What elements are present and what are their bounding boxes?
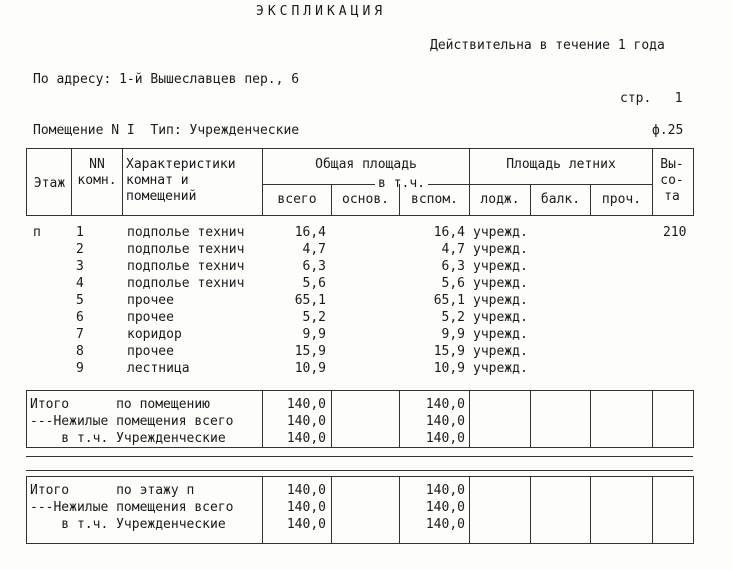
row-type: учрежд. <box>473 327 528 342</box>
col-description: Характеристики комнат и помещений <box>126 157 236 204</box>
totals-all: 140,0 <box>286 397 326 412</box>
row-area-aux: 9,9 <box>441 327 465 342</box>
totals-aux: 140,0 <box>425 431 465 446</box>
col-height: Вы- со- та <box>660 157 684 204</box>
row-number: 2 <box>76 242 84 257</box>
row-description: подполье технич <box>127 259 245 274</box>
col-balcony: балк. <box>540 192 581 207</box>
row-description: прочее <box>127 344 174 359</box>
row-area-aux: 10,9 <box>433 361 465 376</box>
col-room-number: NN комн. <box>77 157 117 188</box>
row-area-all: 65,1 <box>294 293 326 308</box>
totals-aux: 140,0 <box>425 500 465 515</box>
row-area-all: 4,7 <box>302 242 326 257</box>
row-area-all: 5,2 <box>302 310 326 325</box>
totals-all: 140,0 <box>286 517 326 532</box>
totals-label: ---Нежилые помещения всего <box>30 500 234 515</box>
validity-note: Действительна в течение 1 года <box>430 38 665 53</box>
totals-all: 140,0 <box>286 500 326 515</box>
row-description: коридор <box>127 327 182 342</box>
row-number: 3 <box>76 259 84 274</box>
row-area-all: 15,9 <box>294 344 326 359</box>
totals-aux: 140,0 <box>425 483 465 498</box>
row-description: прочее <box>127 293 174 308</box>
row-number: 8 <box>76 344 84 359</box>
row-type: учрежд. <box>473 344 528 359</box>
row-number: 7 <box>76 327 84 342</box>
row-area-all: 9,9 <box>302 327 326 342</box>
col-summer-area: Площадь летних <box>506 157 616 172</box>
col-other: проч. <box>601 192 642 207</box>
row-area-all: 5,6 <box>302 276 326 291</box>
row-type: учрежд. <box>473 225 528 240</box>
row-area-all: 10,9 <box>294 361 326 376</box>
address-line: По адресу: 1-й Вышеславцев пер., 6 <box>33 72 300 87</box>
totals-label: Итого по этажу п <box>30 483 195 498</box>
col-incl: в т.ч. <box>378 176 425 191</box>
totals-all: 140,0 <box>286 483 326 498</box>
totals-label: ---Нежилые помещения всего <box>30 414 234 429</box>
document-title: ЭКСПЛИКАЦИЯ <box>256 4 387 19</box>
totals-aux: 140,0 <box>425 397 465 412</box>
totals-label: в т.ч. Учрежденческие <box>30 517 226 532</box>
row-area-aux: 15,9 <box>433 344 465 359</box>
row-number: 1 <box>76 225 84 240</box>
row-area-aux: 6,3 <box>441 259 465 274</box>
row-number: 5 <box>76 293 84 308</box>
row-area-aux: 4,7 <box>441 242 465 257</box>
row-type: учрежд. <box>473 276 528 291</box>
row-number: 6 <box>76 310 84 325</box>
row-number: 9 <box>76 361 84 376</box>
totals-aux: 140,0 <box>425 517 465 532</box>
form-number: ф.25 <box>652 123 684 138</box>
col-lodge: лодж. <box>480 192 520 207</box>
row-area-aux: 16,4 <box>433 225 465 240</box>
row-type: учрежд. <box>473 293 528 308</box>
row-type: учрежд. <box>473 242 528 257</box>
row-number: 4 <box>76 276 84 291</box>
totals-label: в т.ч. Учрежденческие <box>30 431 226 446</box>
col-main: основ. <box>342 192 389 207</box>
page-number: стр. 1 <box>620 91 683 106</box>
row-height: 210 <box>663 225 687 240</box>
premises-line: Помещение N I Тип: Учрежденческие <box>33 123 300 138</box>
totals-all: 140,0 <box>286 431 326 446</box>
totals-all: 140,0 <box>286 414 326 429</box>
totals-aux: 140,0 <box>425 414 465 429</box>
col-aux: вспом. <box>411 192 458 207</box>
col-total-area: Общая площадь <box>315 157 417 172</box>
row-type: учрежд. <box>473 361 528 376</box>
row-area-all: 6,3 <box>302 259 326 274</box>
row-description: подполье технич <box>127 242 245 257</box>
row-type: учрежд. <box>473 259 528 274</box>
row-area-aux: 5,2 <box>441 310 465 325</box>
row-description: лестница <box>127 361 190 376</box>
row-area-aux: 5,6 <box>441 276 465 291</box>
col-floor: Этаж <box>33 176 66 191</box>
row-type: учрежд. <box>473 310 528 325</box>
row-description: прочее <box>127 310 174 325</box>
totals-label: Итого по помещению <box>30 397 211 412</box>
col-all: всего <box>277 192 317 207</box>
row-floor: п <box>33 225 41 240</box>
row-area-aux: 65,1 <box>433 293 465 308</box>
row-description: подполье технич <box>127 225 245 240</box>
row-description: подполье технич <box>127 276 245 291</box>
row-area-all: 16,4 <box>294 225 326 240</box>
